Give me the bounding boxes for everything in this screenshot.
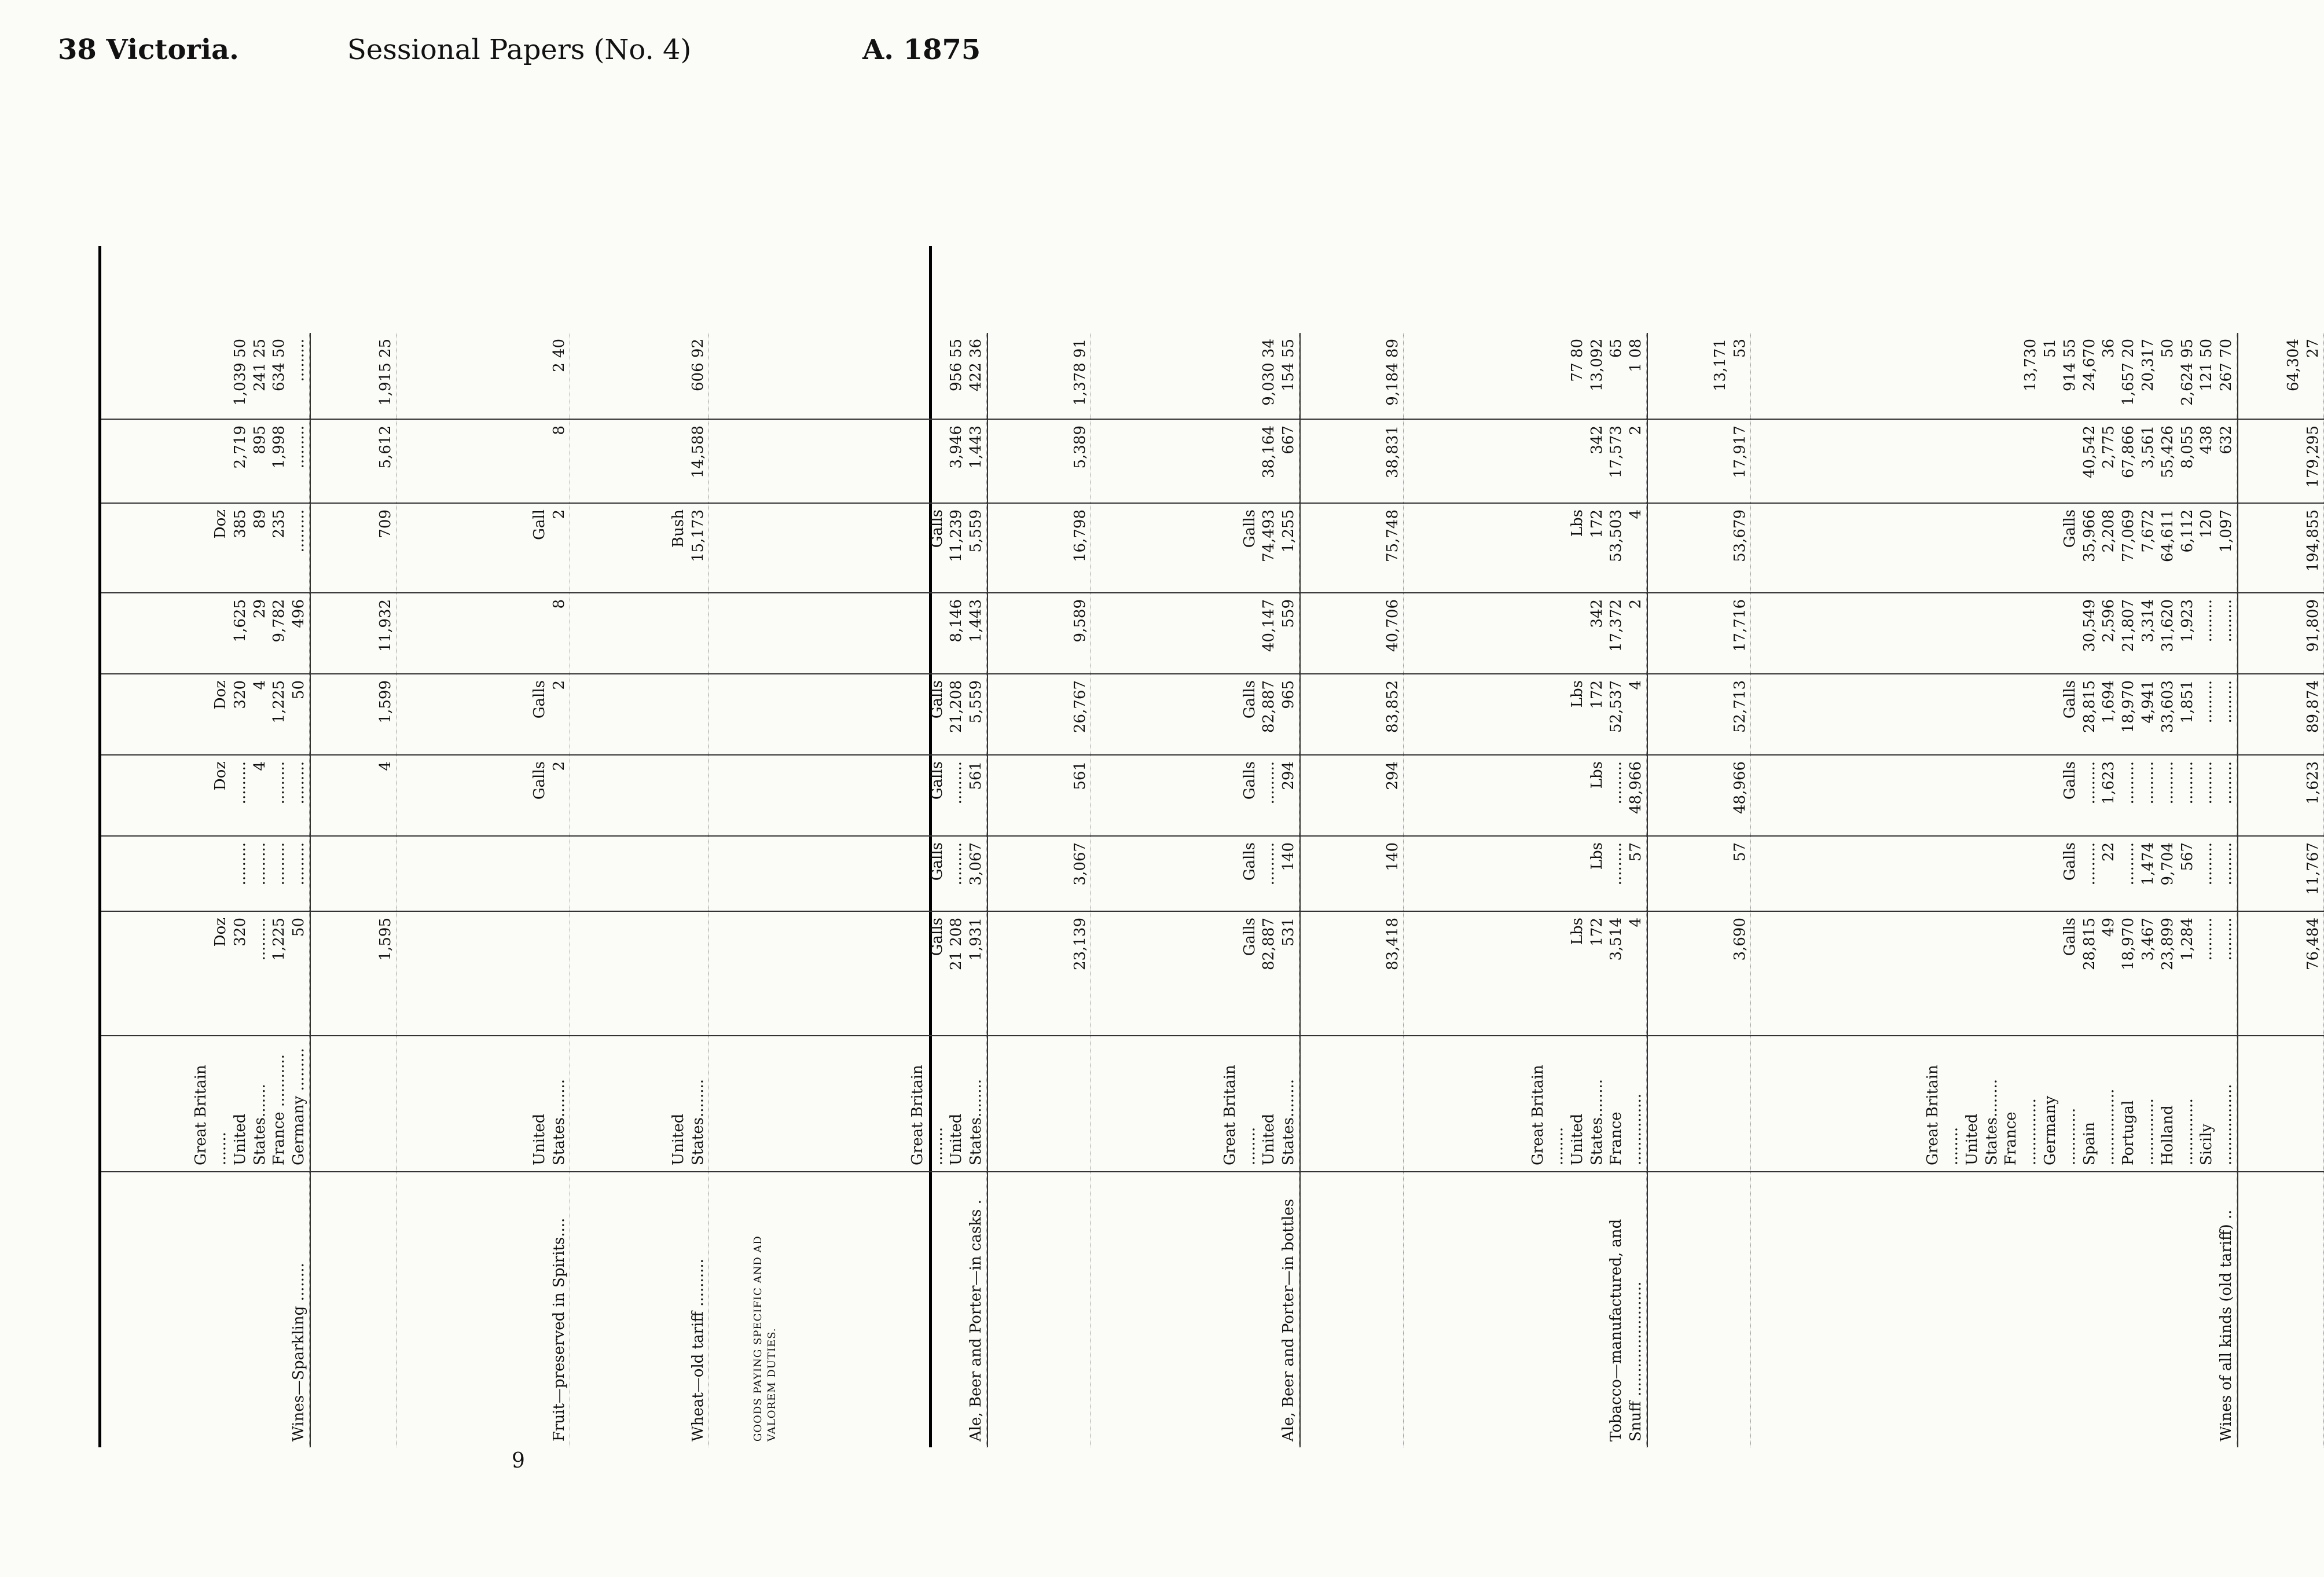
table-cell: 342 17,573 2: [1404, 420, 1647, 503]
table-cell: 606 92: [570, 333, 709, 419]
table-cell: Fruit—preserved in Spirits....: [396, 1172, 570, 1447]
table-cell: ......... ......... ......... .........: [101, 837, 310, 911]
table-cell: Lbs 172 52,537 4: [1404, 674, 1647, 754]
table-cell: Galls 35,966 2,208 77,069 7,672 64,611 6,112 120 1,097: [1751, 504, 2237, 592]
column-1: [101, 912, 2324, 1036]
table-cell: Galls ......... 1,623 ......... ......... ......... ......... ......... .........: [1751, 756, 2237, 835]
table-cell: Doz 320 4 1,225 50: [101, 674, 310, 754]
table-cell: [709, 333, 779, 419]
table-cell: 2 40: [396, 333, 570, 419]
table-cell: 3,067: [987, 837, 1091, 911]
table-cell: Galls 28,815 1,694 18,970 4,941 33,603 1,851 ......... .........: [1751, 674, 2237, 754]
table-cell: 140: [1299, 837, 1404, 911]
table-cell: 2,719 895 1,998 .........: [101, 420, 310, 503]
table-cell: 40,542 2,775 67,866 3,561 55,426 8,055 438 632: [1751, 420, 2237, 503]
table-cell: Bush 15,173: [570, 504, 709, 592]
table-cell: 76,484: [2237, 912, 2324, 1035]
table-cell: [1299, 1172, 1404, 1447]
table-cell: Great Britain ........ United States........: [1091, 1036, 1299, 1171]
table-cell: 83,852: [1299, 674, 1404, 754]
table-cell: Wheat—old tariff ..........: [570, 1172, 709, 1447]
table-cell: [709, 756, 779, 835]
table-cell: Galls ......... 22 ......... 1,474 9,704 567 ......... .........: [1751, 837, 2237, 911]
column-5: [101, 593, 2324, 674]
table-cell: Tobacco—manufactured, and Snuff ........................: [1404, 1172, 1647, 1447]
table-cell: Great Britain ........ United States........ France .............. Germany ............ Spain ................ Portugal .............. Holland .............. Sicily .................: [1751, 1036, 2237, 1171]
header-session: 38 Victoria.: [58, 34, 239, 66]
table-cell: 14,588: [570, 420, 709, 503]
table-cell: [310, 1172, 396, 1447]
table-cell: [2237, 1036, 2324, 1171]
table-cell: 5,612: [310, 420, 396, 503]
table-cell: Galls 2: [396, 674, 570, 754]
table-cell: 709: [310, 504, 396, 592]
table-cell: 179,295: [2237, 420, 2324, 503]
table-cell: [570, 837, 709, 911]
table-cell: United States........: [396, 1036, 570, 1171]
table-cell: 11,767: [2237, 837, 2324, 911]
table-cell: Galls ......... 140: [1091, 837, 1299, 911]
table-cell: 77 80 13,092 65 1 08: [1404, 333, 1647, 419]
table-cell: [1299, 1036, 1404, 1171]
table-cell: 4: [310, 756, 396, 835]
table-cell: Doz 320 ......... 1,225 50: [101, 912, 310, 1035]
table-cell: 561: [987, 756, 1091, 835]
page-mark: 9: [512, 1449, 525, 1473]
table-cell: 1,623: [2237, 756, 2324, 835]
table-cell: 83,418: [1299, 912, 1404, 1035]
column-7: [101, 420, 2324, 504]
table-cell: Galls 28,815 49 18,970 3,467 23,899 1,284 ......... .........: [1751, 912, 2237, 1035]
table-cell: 17,716: [1647, 593, 1751, 673]
table-cell: Lbs ......... 48,966: [1404, 756, 1647, 835]
table-cell: 89,874: [2237, 674, 2324, 754]
table-cell: [709, 504, 779, 592]
table-cell: Doz 385 89 235 .........: [101, 504, 310, 592]
table-cell: [2237, 1172, 2324, 1447]
table-cell: Galls ......... 3,067: [779, 837, 987, 911]
table-cell: Galls ......... 561: [779, 756, 987, 835]
table-cell: 8: [396, 593, 570, 673]
table-cell: Galls ......... 294: [1091, 756, 1299, 835]
table-cell: GOODS PAYING SPECIFIC AND AD VALOREM DUTIES.: [752, 1235, 778, 1442]
table-cell: Galls 21,208 5,559: [779, 674, 987, 754]
table-cell: 3,690: [1647, 912, 1751, 1035]
table-cell: 9,589: [987, 593, 1091, 673]
header-title: Sessional Papers (No. 4): [347, 34, 692, 66]
table-cell: 8,146 1,443: [779, 593, 987, 673]
table-cell: 1,625 29 9,782 496: [101, 593, 310, 673]
table-cell: 23,139: [987, 912, 1091, 1035]
table-cell: 53,679: [1647, 504, 1751, 592]
table-cell: Lbs 172 53,503 4: [1404, 504, 1647, 592]
table-cell: [310, 837, 396, 911]
table-cell: [396, 837, 570, 911]
table-cell: 5,389: [987, 420, 1091, 503]
table-cell: 91,809: [2237, 593, 2324, 673]
table-cell: Doz ......... 4 ......... .........: [101, 756, 310, 835]
table-cell: [310, 1036, 396, 1171]
table-cell: 1,039 50 241 25 634 50 .........: [101, 333, 310, 419]
rotated-table-wrapper: [98, 87, 2322, 1447]
table-cell: 1,595: [310, 912, 396, 1035]
table-cell: [570, 674, 709, 754]
table-cell: 48,966: [1647, 756, 1751, 835]
table-cell: [709, 420, 779, 503]
table-cell: 956 55 422 36: [779, 333, 987, 419]
table-cell: [396, 912, 570, 1035]
column-4: [101, 674, 2324, 756]
table-cell: 52,713: [1647, 674, 1751, 754]
table-cell: 1,915 25: [310, 333, 396, 419]
column-3: [101, 756, 2324, 837]
table-cell: Great Britain ....... United States....... France ........... Germany .........: [101, 1036, 310, 1171]
table-cell: 8: [396, 420, 570, 503]
table-cell: 30,549 2,596 21,807 3,314 31,620 1,923 ......... .........: [1751, 593, 2237, 673]
header-year: A. 1875: [862, 34, 981, 66]
table-cell: 194,855: [2237, 504, 2324, 592]
table-cell: [570, 593, 709, 673]
table-cell: [1647, 1172, 1751, 1447]
table-cell: Lbs 172 3,514 4: [1404, 912, 1647, 1035]
table-cell: 3,946 1,443: [779, 420, 987, 503]
table-cell: Great Britain ........ United States........ France ...............: [1404, 1036, 1647, 1171]
table-cell: 9,030 34 154 55: [1091, 333, 1299, 419]
table-cell: 64,304 27: [2237, 333, 2324, 419]
table-cell: [987, 1036, 1091, 1171]
table-cell: 9,184 89: [1299, 333, 1404, 419]
table-cell: 13,730 51 914 55 24,670 36 1,657 20 20,317 50 2,624 95 121 50 267 70: [1751, 333, 2237, 419]
table-cell: [709, 912, 779, 1035]
column-6: [101, 504, 2324, 593]
table-cell: Galls 82,887 965: [1091, 674, 1299, 754]
table-cell: 11,932: [310, 593, 396, 673]
table-cell: Ale, Beer and Porter—in casks .: [779, 1172, 987, 1447]
table-cell: 40,147 559: [1091, 593, 1299, 673]
table-cell: 57: [1647, 837, 1751, 911]
table-cell: 294: [1299, 756, 1404, 835]
table-cell: 342 17,372 2: [1404, 593, 1647, 673]
column-2: [101, 837, 2324, 912]
column-8: [101, 333, 2324, 420]
table-cell: [709, 1036, 779, 1171]
table-cell: 1,378 91: [987, 333, 1091, 419]
table-cell: Great Britain ........ United States........: [779, 1036, 987, 1171]
table-cell: [570, 912, 709, 1035]
table-cell: 38,831: [1299, 420, 1404, 503]
description-column: [101, 1172, 2324, 1447]
table-cell: Galls 82,887 531: [1091, 912, 1299, 1035]
table-cell: Ale, Beer and Porter—in bottles: [1091, 1172, 1299, 1447]
table-cell: United States........: [570, 1036, 709, 1171]
table-cell: Lbs ......... 57: [1404, 837, 1647, 911]
table-cell: [987, 1172, 1091, 1447]
table-cell: 16,798: [987, 504, 1091, 592]
table-cell: Wines—Sparkling ........: [101, 1172, 310, 1447]
table-cell: Galls 11,239 5,559: [779, 504, 987, 592]
statistics-table: [98, 246, 2322, 1447]
table-cell: Galls 21 208 1,931: [779, 912, 987, 1035]
table-cell: Galls 2: [396, 756, 570, 835]
table-cell: [709, 674, 779, 754]
table-cell: Wines of all kinds (old tariff) ..: [1751, 1172, 2237, 1447]
table-cell: [1647, 1036, 1751, 1171]
table-cell: 75,748: [1299, 504, 1404, 592]
table-cell: 26,767: [987, 674, 1091, 754]
table-cell: Galls 74,493 1,255: [1091, 504, 1299, 592]
table-cell: 17,917: [1647, 420, 1751, 503]
table-cell: 40,706: [1299, 593, 1404, 673]
table-cell: [570, 756, 709, 835]
table-cell: 38,164 667: [1091, 420, 1299, 503]
table-cell: [709, 837, 779, 911]
country-column: [101, 1036, 2324, 1172]
table-cell: 1,599: [310, 674, 396, 754]
table-cell: Gall 2: [396, 504, 570, 592]
table-cell: [709, 593, 779, 673]
table-cell: 13,171 53: [1647, 333, 1751, 419]
